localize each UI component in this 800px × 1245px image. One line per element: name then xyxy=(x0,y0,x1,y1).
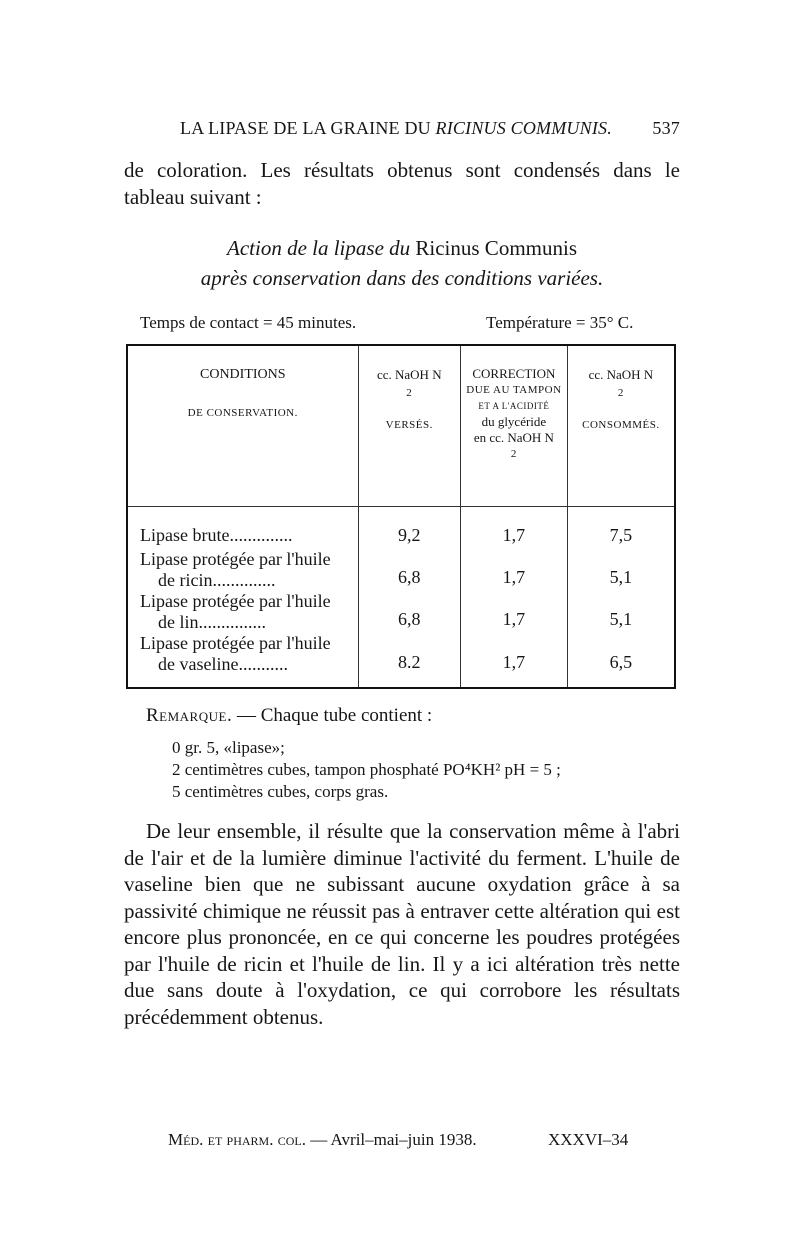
value-correction: 1,7 xyxy=(461,591,568,633)
value-verses: 6,8 xyxy=(358,591,460,633)
header-verses: cc. NaOH N 2 VERSÉS. xyxy=(358,345,460,507)
running-head-title-italic: RICINUS COMMUNIS. xyxy=(435,118,612,138)
value-verses: 8.2 xyxy=(358,633,460,688)
table-caption xyxy=(124,233,680,293)
row-label: Lipase brute.............. xyxy=(140,525,293,545)
conclusion-paragraph: De leur ensemble, il résulte que la conservation même à l'abri de l'air et de la lumière diminue l'activité du ferment. L'huile de vaseline bien que ne subissant aucune oxydation grâce à sa passivité chimique ne réussit pas à entraver cette altération qui est encore plus prononcée, en ce qui concerne les poudres protégées par l'huile de ricin et l'huile de lin. Il y a ici altération très nette due sans doute à l'oxydation, ce qui corrobore les résultats précédemment obtenus. xyxy=(124,819,680,1029)
footer-code: XXXVI–34 xyxy=(548,1130,629,1149)
caption-species: Ricinus Communis xyxy=(415,236,577,260)
table-row xyxy=(127,507,675,550)
temperature: Température = 35° C. xyxy=(486,313,634,332)
caption-line2: après conservation dans des conditions variées. xyxy=(200,266,604,290)
footer-journal: Méd. et pharm. col. — Avril–mai–juin 1938. xyxy=(168,1130,477,1149)
remark-text: — Chaque tube contient : xyxy=(236,705,433,726)
header-conditions: CONDITIONS DE CONSERVATION. xyxy=(127,345,358,507)
value-correction: 1,7 xyxy=(461,507,568,550)
header-consommes: cc. NaOH N 2 CONSOMMÉS. xyxy=(567,345,675,507)
remark-heading xyxy=(146,705,432,727)
row-label: Lipase protégée par l'huile de lin............... xyxy=(140,591,331,632)
value-consommes: 5,1 xyxy=(567,591,675,633)
results-table xyxy=(126,344,676,689)
table-row xyxy=(127,633,675,688)
page-number: 537 xyxy=(652,118,680,138)
contact-time: Temps de contact = 45 minutes. xyxy=(140,313,357,332)
row-label: Lipase protégée par l'huile de vaseline........... xyxy=(140,633,331,674)
list-item: 0 gr. 5, «lipase»; xyxy=(172,738,285,757)
value-correction: 1,7 xyxy=(461,549,568,591)
value-verses: 6,8 xyxy=(358,549,460,591)
value-consommes: 5,1 xyxy=(567,549,675,591)
row-label: Lipase protégée par l'huile de ricin.............. xyxy=(140,549,331,590)
list-item: 2 centimètres cubes, tampon phosphaté PO⁴KH² pH = 5 ; xyxy=(172,760,561,779)
running-head-title: LA LIPASE DE LA GRAINE DU xyxy=(180,118,436,138)
value-correction: 1,7 xyxy=(461,633,568,688)
value-consommes: 7,5 xyxy=(567,507,675,550)
remark-list xyxy=(172,737,561,803)
table-row xyxy=(127,591,675,633)
remark-label: Remarque. xyxy=(146,705,233,726)
header-correction: CORRECTION DUE AU TAMPON ET A L'ACIDITÉ du glycéride en cc. NaOH N 2 xyxy=(461,345,568,507)
caption-line1-italic: Action de la lipase du xyxy=(227,236,416,260)
running-head xyxy=(180,118,680,139)
intro-paragraph: de coloration. Les résultats obtenus sont condensés dans le tableau suivant : xyxy=(124,158,680,209)
list-item: 5 centimètres cubes, corps gras. xyxy=(172,782,389,801)
value-verses: 9,2 xyxy=(358,507,460,550)
value-consommes: 6,5 xyxy=(567,633,675,688)
table-row xyxy=(127,549,675,591)
table-header-row xyxy=(127,345,675,507)
